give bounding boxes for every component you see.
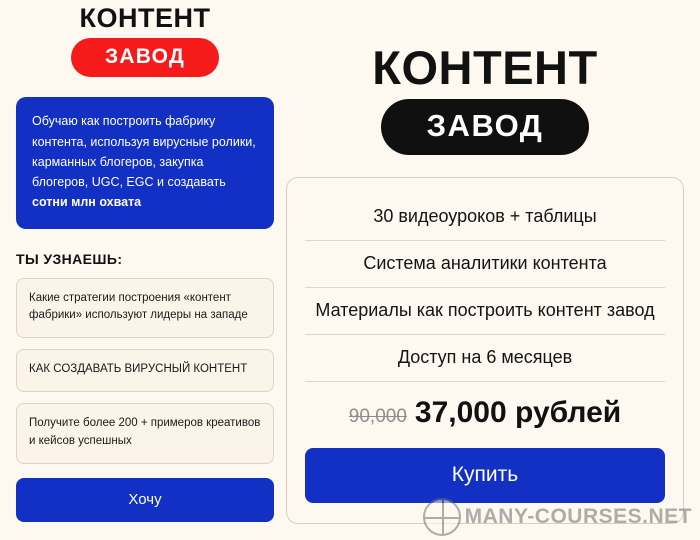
left-logo-badge: ЗАВОД [71,38,219,77]
left-logo-word: КОНТЕНТ [79,3,211,33]
list-item: Какие стратегии построения «контент фабрики» используют лидеры на западе [16,278,274,339]
right-logo-word: КОНТЕНТ [372,41,598,94]
feature-row: Доступ на 6 месяцев [305,335,665,382]
feature-row: Материалы как построить контент завод [305,288,665,335]
intro-blue-box [16,97,274,228]
offer-card [286,177,684,524]
price-new: 37,000 рублей [414,396,622,430]
learn-section-title: ТЫ УЗНАЕШЬ: [16,250,123,267]
watermark [423,498,692,536]
buy-button[interactable]: Купить [305,448,665,503]
globe-icon [423,498,461,536]
price-row [305,382,665,442]
right-logo-badge: ЗАВОД [381,99,590,155]
list-item: КАК СОЗДАВАТЬ ВИРУСНЫЙ КОНТЕНТ [16,349,274,392]
want-button[interactable]: Хочу [16,478,274,522]
intro-text: Обучаю как построить фабрику контента, используя вирусные ролики, карманных блогеров, закупка блогеров, UGC, EGC и создавать [32,114,256,190]
intro-text-bold: сотни млн охвата [32,195,142,210]
right-column [286,0,684,524]
left-column [16,0,274,522]
feature-row: Система аналитики контента [305,241,665,288]
list-item: Получите более 200 + примеров креативов и кейсов успешных [16,403,274,464]
price-old: 90,000 [348,406,407,428]
left-logo [16,0,274,77]
watermark-text: MANY-COURSES.NET [464,505,692,528]
feature-row: 30 видеоуроков + таблицы [305,194,665,241]
right-logo [286,0,684,155]
